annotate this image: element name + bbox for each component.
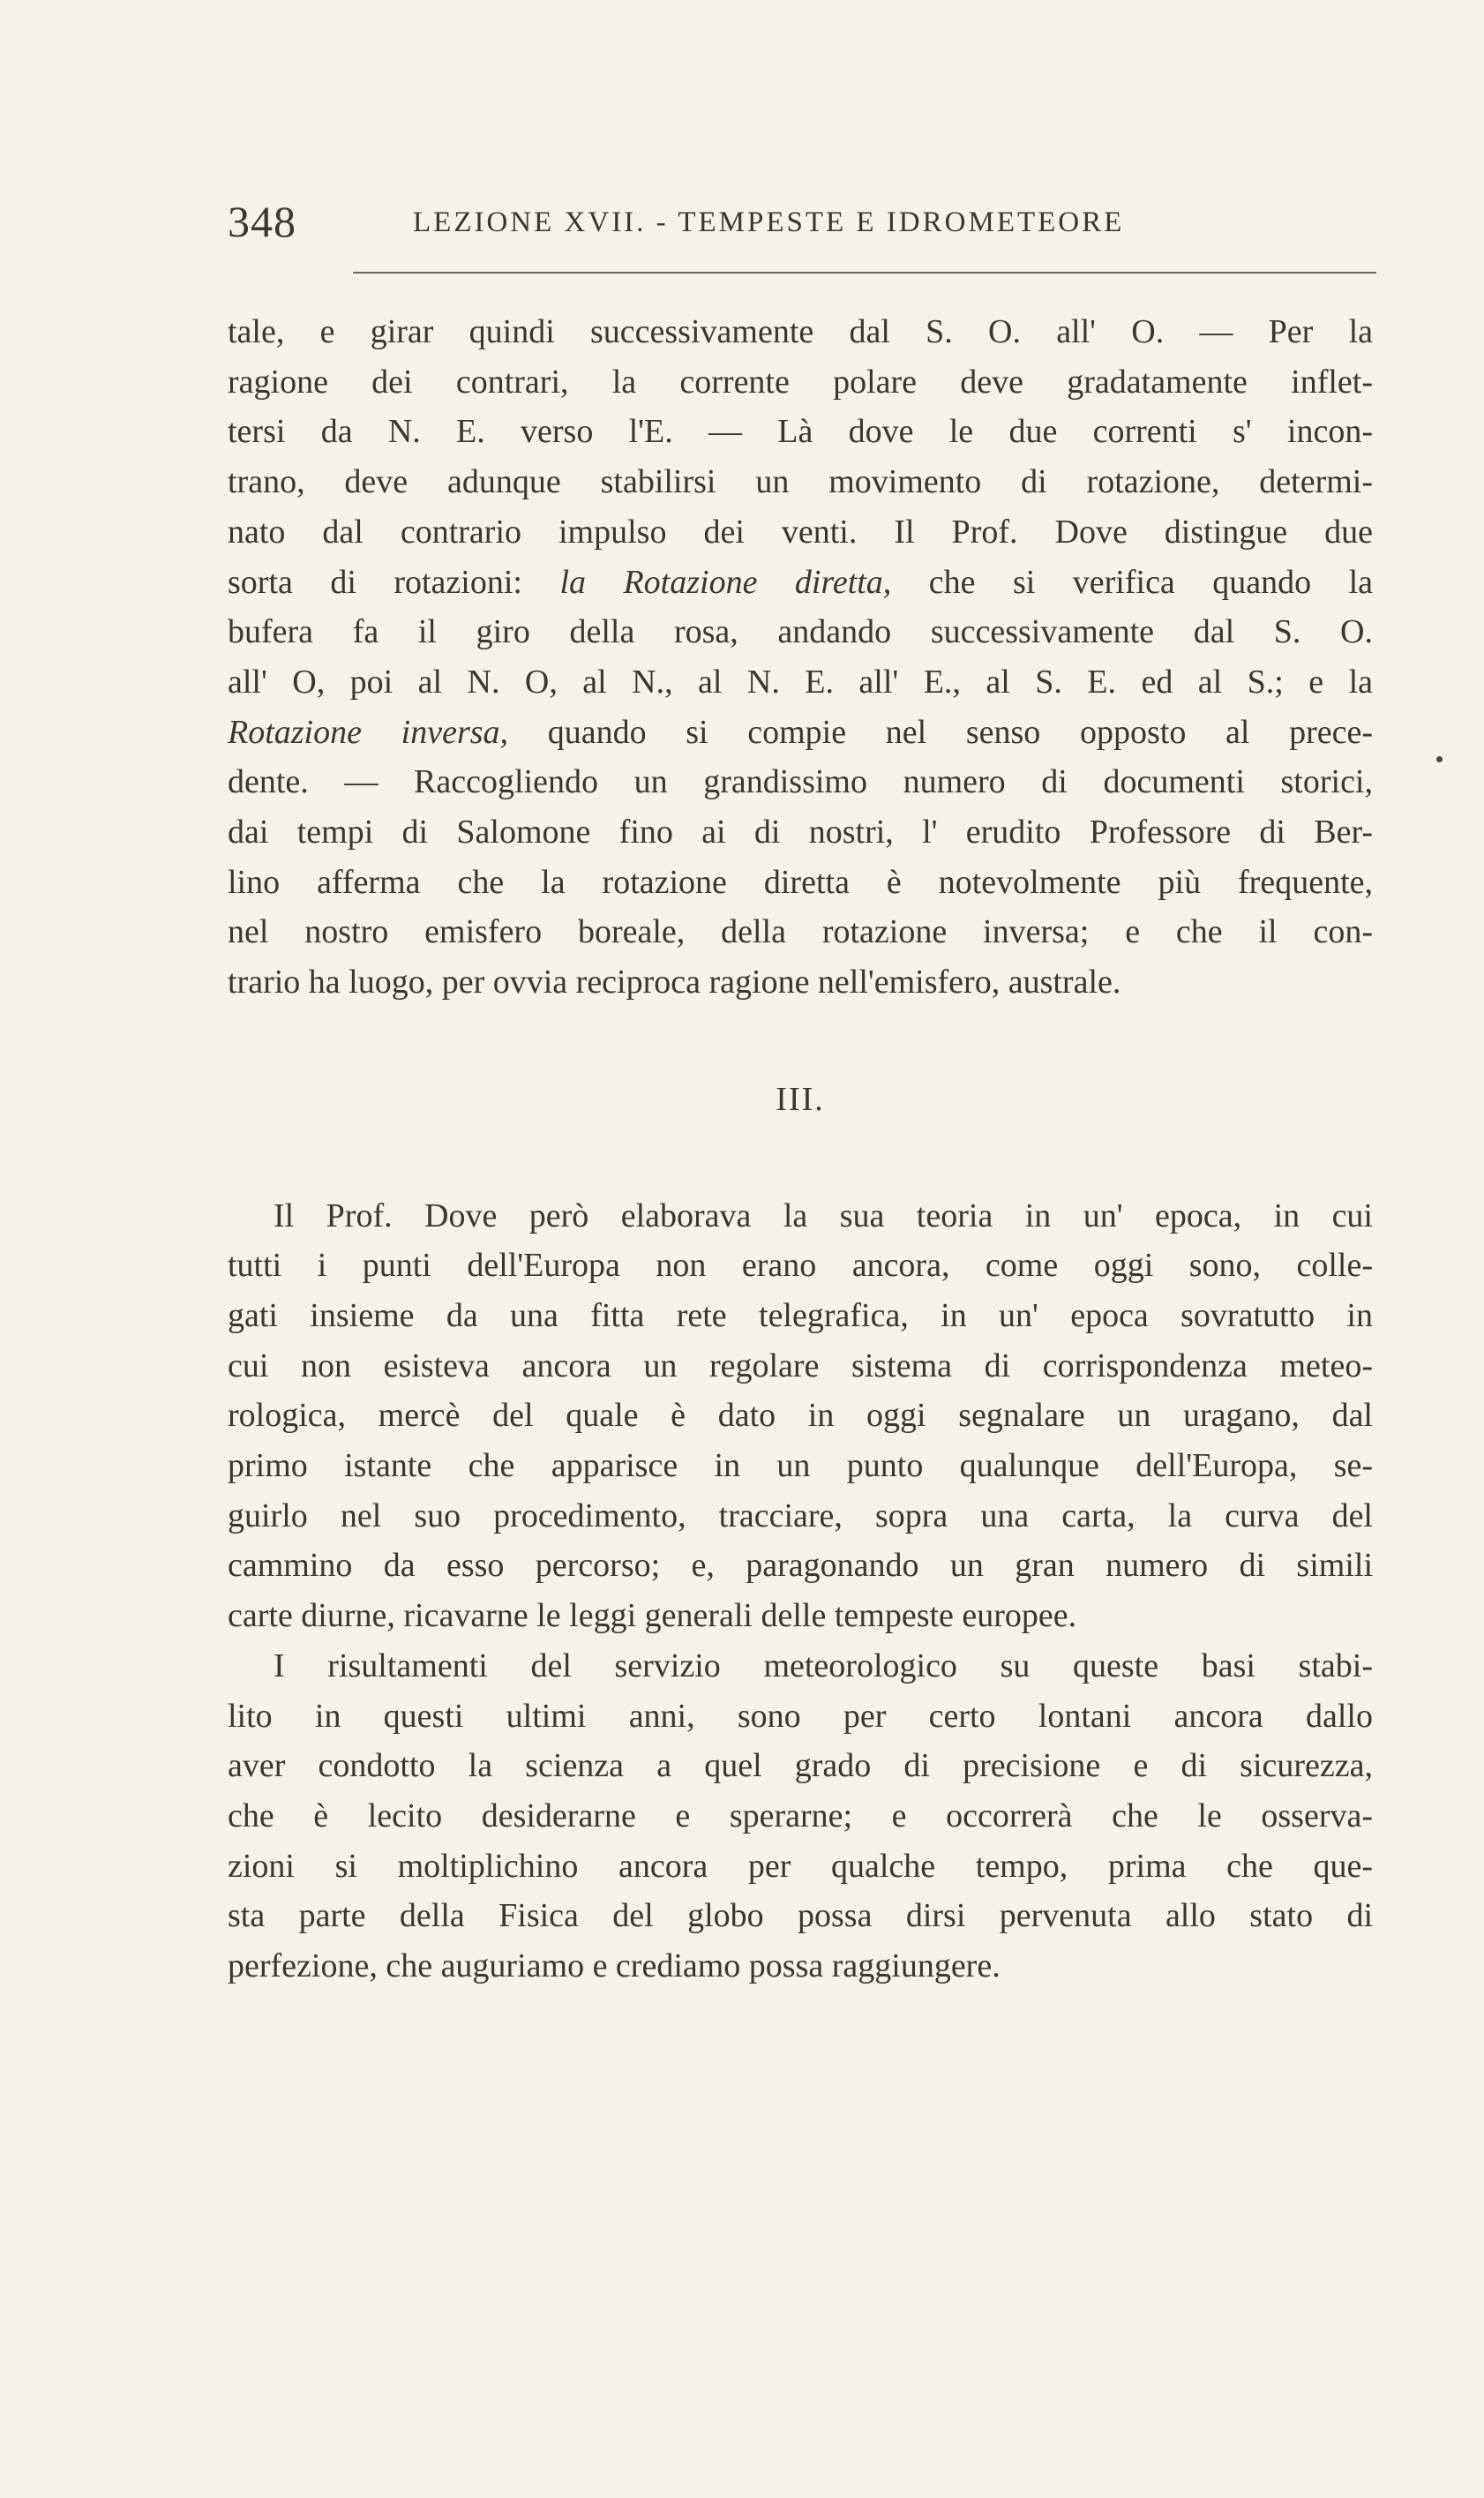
page-number: 348 — [228, 197, 296, 246]
text-line: zioni si moltiplichino ancora per qualche tempo, prima che que- — [228, 1847, 1373, 1885]
text-line-mixed — [228, 558, 1373, 608]
section-number: III. — [776, 1080, 825, 1118]
text-line: lito in questi ultimi anni, sono per certo lontani ancora dallo — [228, 1697, 1373, 1735]
text-line: trario ha luogo, per ovvia reciproca ragione nell'emisfero, australe. — [228, 964, 1121, 1001]
text-line: aver condotto la scienza a quel grado di precisione e di sicurezza, — [228, 1747, 1373, 1785]
text-line: tutti i punti dell'Europa non erano ancora, come oggi sono, colle- — [228, 1247, 1373, 1285]
text-line: sta parte della Fisica del globo possa dirsi pervenuta allo stato di — [228, 1897, 1373, 1935]
text-line: gati insieme da una fitta rete telegrafica, in un' epoca sovratutto in — [228, 1296, 1373, 1334]
text-line: che è lecito desiderarne e sperarne; e occorrerà che le osserva- — [228, 1797, 1373, 1834]
text-line: bufera fa il giro della rosa, andando successivamente dal S. O. — [228, 613, 1373, 651]
text-line: trano, deve adunque stabilirsi un movimento di rotazione, determi- — [228, 463, 1373, 501]
paragraph-2 — [228, 1191, 1373, 1641]
running-head: LEZIONE XVII. - TEMPESTE E IDROMETEORE — [413, 206, 1125, 238]
text-segment: sorta di rotazioni: — [228, 563, 522, 601]
text-line: guirlo nel suo procedimento, tracciare, sopra una carta, la curva del — [228, 1497, 1373, 1534]
text-line: tersi da N. E. verso l'E. — Là dove le due correnti s' incon- — [228, 413, 1373, 451]
text-segment: quando si compie nel senso opposto al prece- — [547, 713, 1373, 751]
text-line-mixed — [228, 708, 1373, 758]
text-line: dente. — Raccogliendo un grandissimo numero di documenti storici, — [228, 763, 1373, 801]
ink-speck — [1436, 756, 1443, 762]
header-rule — [353, 272, 1376, 274]
italic-term: Rotazione inversa, — [228, 713, 509, 751]
text-line: I risultamenti del servizio meteorologico su queste basi stabi- — [274, 1647, 1373, 1684]
text-line: all' O, poi al N. O, al N., al N. E. all' E., al S. E. ed al S.; e la — [228, 663, 1373, 701]
text-line: rologica, mercè del quale è dato in oggi segnalare un uragano, dal — [228, 1397, 1373, 1435]
italic-term: la Rotazione diretta, — [559, 563, 892, 601]
body-text — [228, 307, 1373, 1992]
paragraph-1 — [228, 307, 1373, 1008]
text-line: dai tempi di Salomone fino ai di nostri, l' erudito Professore di Ber- — [228, 814, 1373, 851]
text-line: nel nostro emisfero boreale, della rotazione inversa; e che il con- — [228, 913, 1373, 951]
text-segment: che si verifica quando la — [928, 563, 1374, 601]
page-header — [228, 196, 1373, 249]
text-line: ragione dei contrari, la corrente polare deve gradatamente inflet- — [228, 363, 1373, 401]
text-line: nato dal contrario impulso dei venti. Il Prof. Dove distingue due — [228, 513, 1373, 551]
text-line: lino afferma che la rotazione diretta è notevolmente più frequente, — [228, 863, 1373, 901]
text-line: cammino da esso percorso; e, paragonando un gran numero di simili — [228, 1547, 1373, 1585]
text-line: Il Prof. Dove però elaborava la sua teoria in un' epoca, in cui — [274, 1196, 1373, 1234]
paragraph-3 — [228, 1641, 1373, 1992]
text-line: tale, e girar quindi successivamente dal S. O. all' O. — Per la — [228, 313, 1373, 350]
text-line: cui non esisteva ancora un regolare sistema di corrispondenza meteo- — [228, 1347, 1373, 1384]
text-line: carte diurne, ricavarne le leggi generali delle tempeste europee. — [228, 1597, 1077, 1635]
text-line: perfezione, che auguriamo e crediamo possa raggiungere. — [228, 1947, 1001, 1985]
text-line: primo istante che apparisce in un punto qualunque dell'Europa, se- — [228, 1447, 1373, 1485]
